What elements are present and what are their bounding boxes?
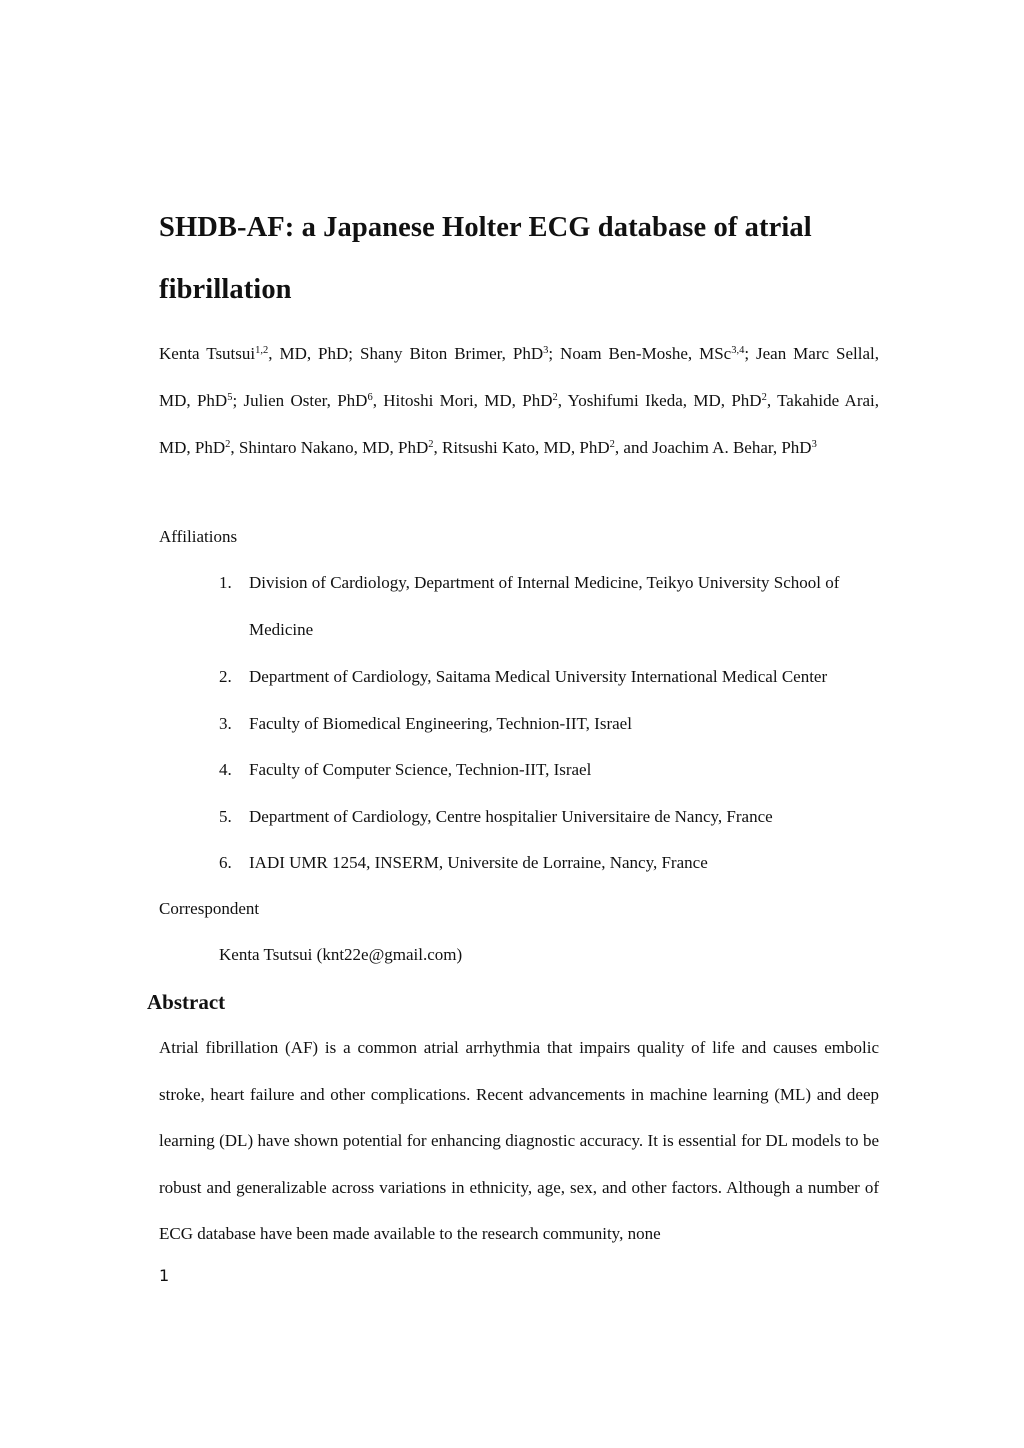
- affiliation-superscript: 2: [225, 439, 231, 450]
- affiliation-number: 1.: [219, 573, 232, 592]
- author: Noam Ben-Moshe, MSc$^{3,4}$;: [560, 344, 757, 363]
- affiliation-text: Department of Cardiology, Saitama Medical University International Medical Center: [249, 667, 828, 686]
- author: Shintaro Nakano, MD, PhD$^2$,: [238, 438, 442, 457]
- abstract-heading: Abstract: [147, 990, 226, 1014]
- affiliation-superscript: 6: [367, 392, 373, 403]
- affiliation-superscript: 3: [811, 439, 817, 450]
- affiliation-superscript: 2: [761, 392, 767, 403]
- paper-title: SHDB-AF: a Japanese Holter ECG database of atrial fibrillation: [159, 212, 812, 305]
- author-list: [159, 330, 879, 471]
- affiliation-text: Faculty of Computer Science, Technion-IIT, Israel: [249, 760, 592, 779]
- author: Jean Marc Sellal, MD, PhD$^5$;: [159, 344, 879, 410]
- affiliations-label: Affiliations: [159, 527, 238, 546]
- affiliation-number: 4.: [219, 760, 232, 779]
- affiliation-number: 2.: [219, 667, 232, 686]
- author: Julien Oster, PhD$^6$,: [243, 391, 384, 410]
- affiliation-number: 5.: [219, 807, 232, 826]
- affiliation-text: Faculty of Biomedical Engineering, Technion-IIT, Israel: [249, 714, 632, 733]
- affiliation-superscript: 2: [428, 439, 434, 450]
- affiliation-text: Division of Cardiology, Department of Internal Medicine, Teikyo University School of Medicine: [249, 573, 840, 639]
- abstract-text: Atrial fibrillation (AF) is a common atrial arrhythmia that impairs quality of life and causes embolic stroke, heart failure and other complications. Recent advancements in machine learning (ML) and deep learning (DL) have shown potential for enhancing diagnostic accuracy. It is essential for DL models to be robust and generalizable across variations in ethnicity, age, sex, and other factors. Although a number of ECG database have been made available to the research community, none: [159, 1038, 879, 1243]
- affiliation-superscript: 1,2: [255, 345, 269, 356]
- author: Ritsushi Kato, MD, PhD$^2$, and: [441, 438, 653, 457]
- author: Kenta Tsutsui$^{1,2}$, MD, PhD;: [159, 344, 360, 363]
- author: Hitoshi Mori, MD, PhD$^2$,: [383, 391, 568, 410]
- author: Takahide Arai, MD, PhD$^2$,: [159, 391, 880, 457]
- correspondent-label: Correspondent: [159, 899, 260, 918]
- affiliation-superscript: 2: [552, 392, 558, 403]
- affiliation-superscript: 3: [543, 345, 549, 356]
- page-number: 1: [159, 1266, 170, 1285]
- affiliation-text: IADI UMR 1254, INSERM, Universite de Lorraine, Nancy, France: [249, 853, 708, 872]
- author: Shany Biton Brimer, PhD$^3$;: [359, 344, 561, 363]
- correspondent-contact: Kenta Tsutsui (knt22e@gmail.com): [219, 945, 463, 964]
- affiliation-superscript: 3,4: [731, 345, 745, 356]
- affiliation-text: Department of Cardiology, Centre hospitalier Universitaire de Nancy, France: [249, 807, 773, 826]
- affiliation-superscript: 2: [609, 439, 615, 450]
- affiliation-number: 3.: [219, 714, 232, 733]
- author: Joachim A. Behar, PhD$^3$: [652, 438, 817, 457]
- author: Yoshifumi Ikeda, MD, PhD$^2$,: [567, 391, 778, 410]
- affiliation-number: 6.: [219, 853, 232, 872]
- affiliation-superscript: 5: [227, 392, 233, 403]
